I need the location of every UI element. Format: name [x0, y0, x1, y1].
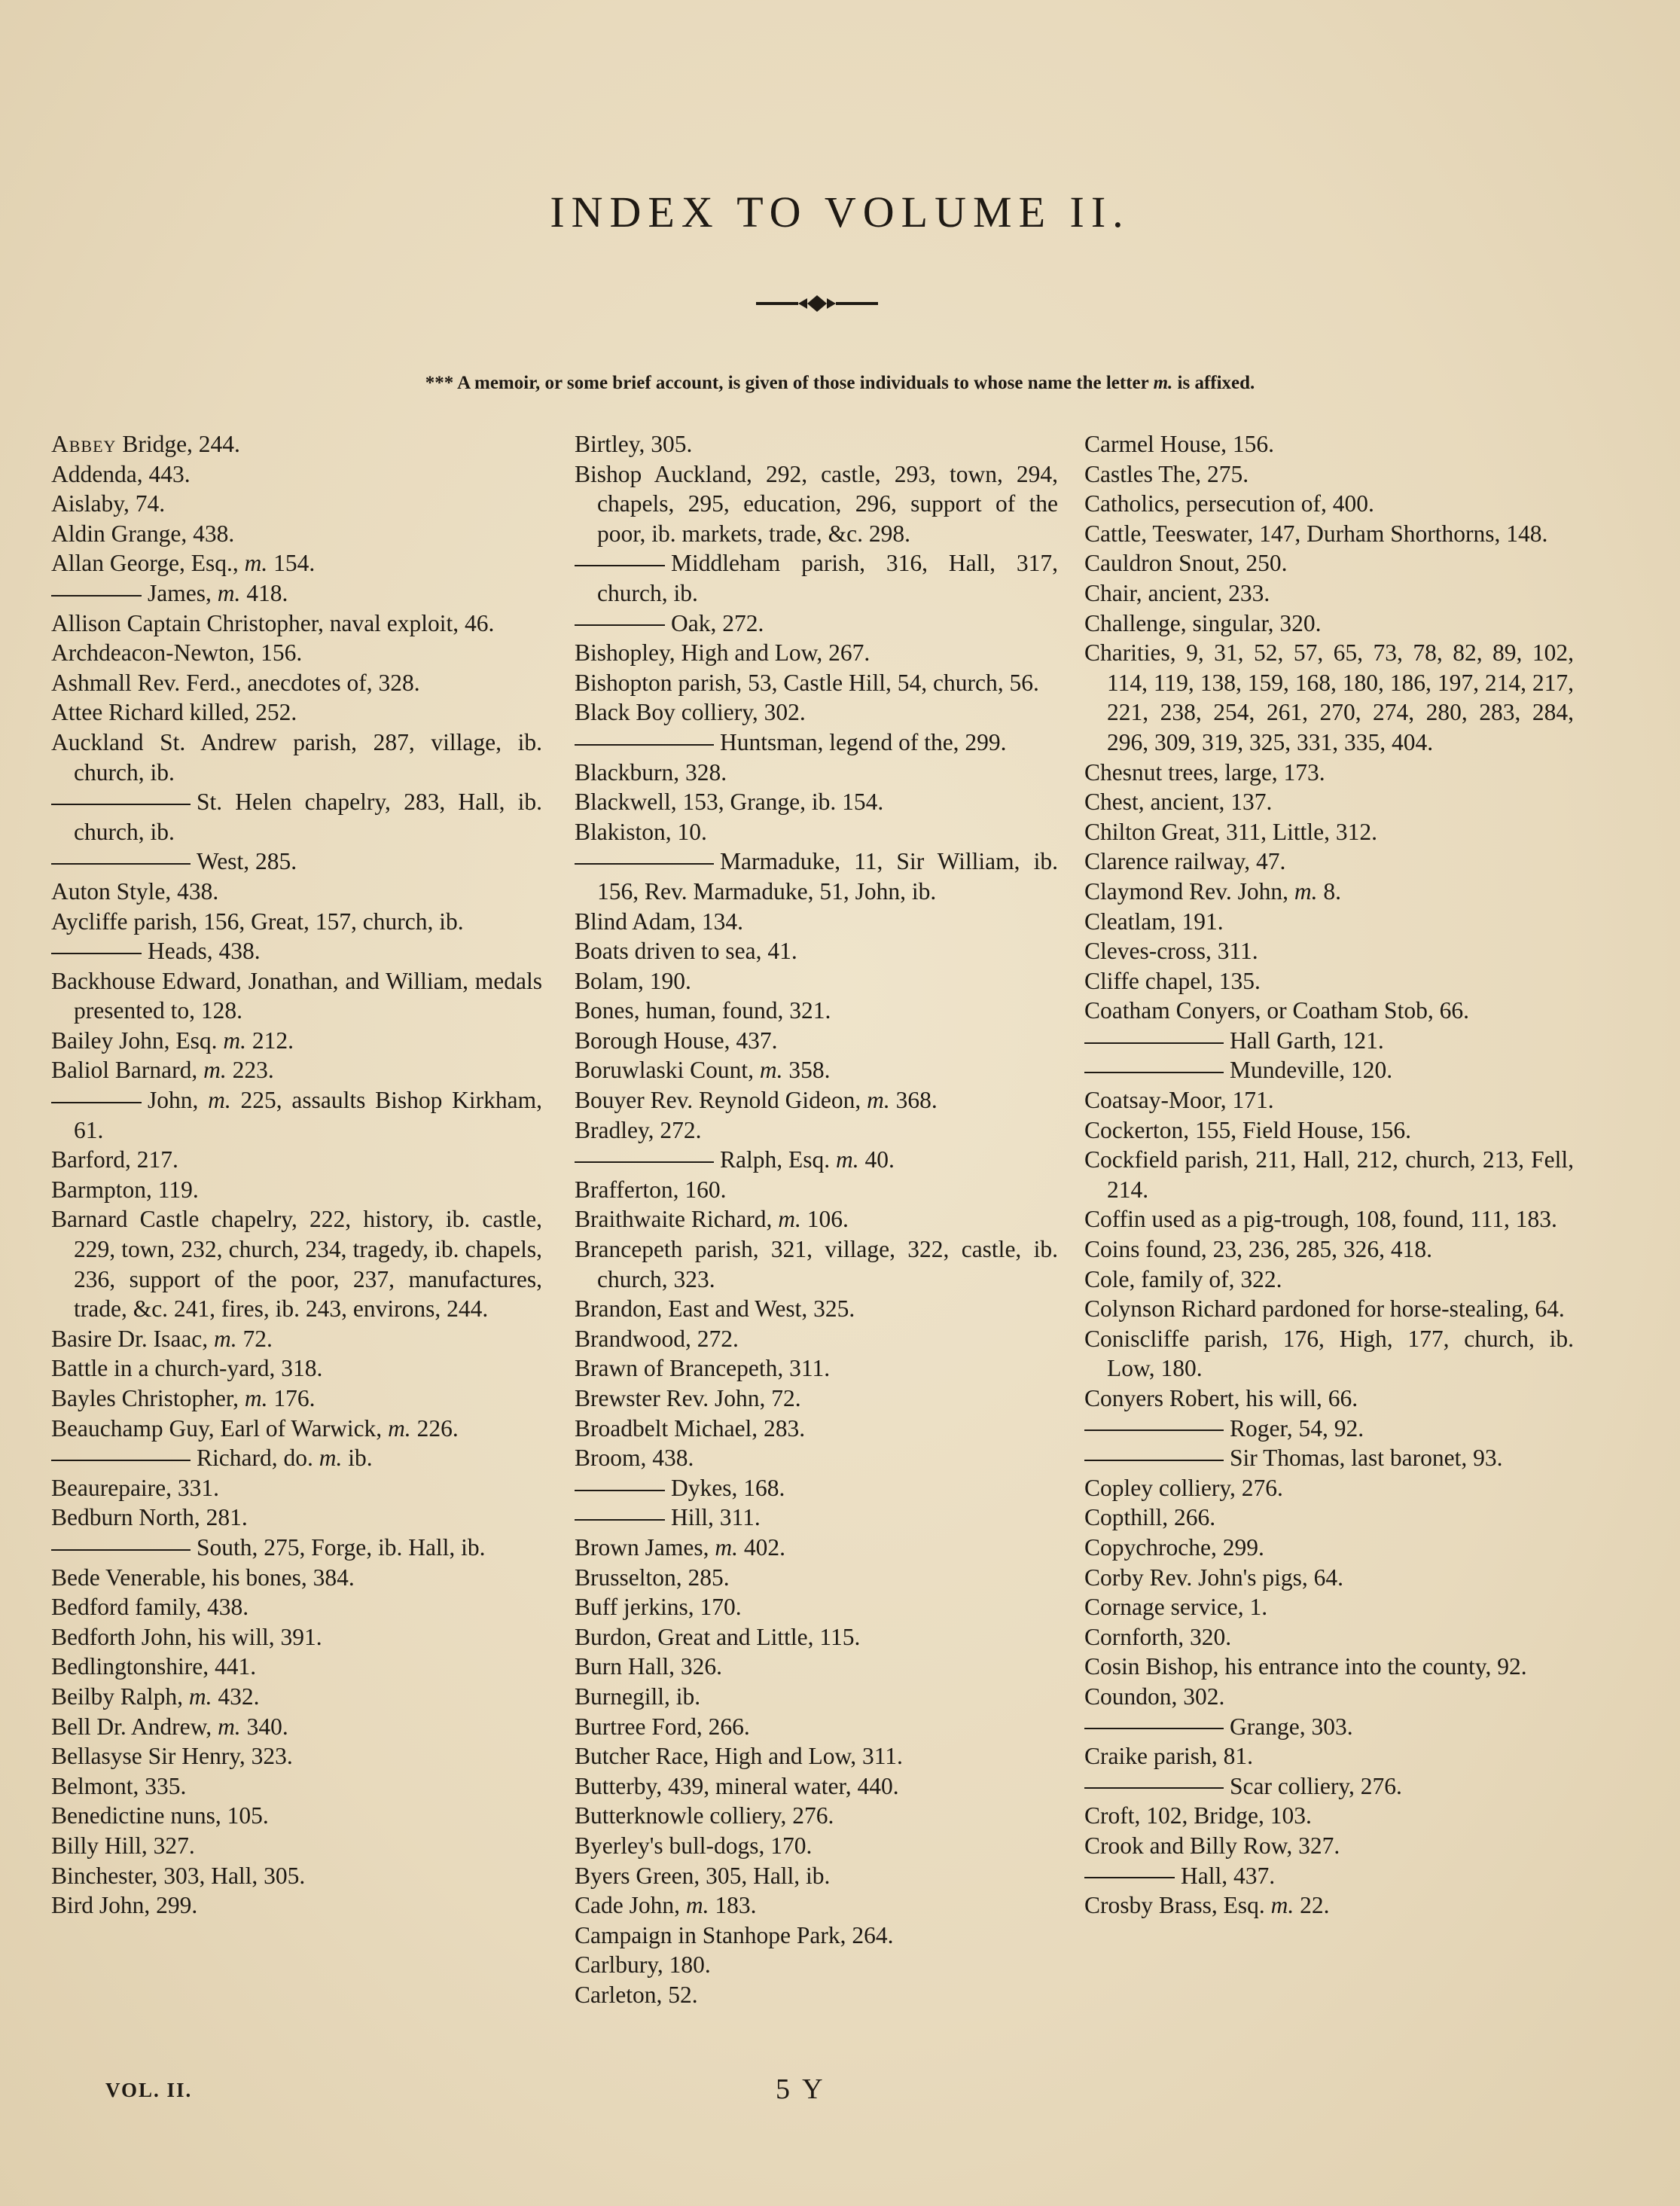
index-entry: Scar colliery, 276.: [1084, 1771, 1574, 1802]
index-entry: Chair, ancient, 233.: [1084, 579, 1270, 606]
index-entry: Cliffe chapel, 135.: [1084, 967, 1261, 994]
index-entry: Carmel House, 156.: [1084, 431, 1274, 457]
index-entry: Belmont, 335.: [51, 1772, 187, 1799]
index-entry: Crook and Billy Row, 327.: [1084, 1832, 1340, 1859]
index-entry: Beilby Ralph, m. 432.: [51, 1683, 260, 1710]
index-entry: Braithwaite Richard, m. 106.: [575, 1206, 849, 1233]
index-entry: Aislaby, 74.: [51, 490, 166, 517]
index-column-2: [575, 429, 1058, 2009]
index-entry: Black Boy colliery, 302.: [575, 699, 806, 726]
index-entry: Battle in a church-yard, 318.: [51, 1355, 323, 1382]
index-entry: Huntsman, legend of the, 299.: [575, 728, 1058, 758]
index-entry: Brawn of Brancepeth, 311.: [575, 1355, 831, 1382]
index-entry: Bellasyse Sir Henry, 323.: [51, 1743, 293, 1770]
index-entry: Carleton, 52.: [575, 1981, 698, 2008]
ditto-dash: [575, 744, 714, 746]
index-entry: Byers Green, 305, Hall, ib.: [575, 1862, 831, 1889]
index-entry: Brewster Rev. John, 72.: [575, 1385, 801, 1411]
index-entry: Crosby Brass, Esq. m. 22.: [1084, 1892, 1330, 1919]
index-entry: Catholics, persecution of, 400.: [1084, 490, 1374, 517]
index-entry: Coundon, 302.: [1084, 1683, 1225, 1710]
index-entry: Barnard Castle chapelry, 222, history, ib. castle, 229, town, 232, church, 234, tragedy, ib. chapels, 236, support of the poor, 237, manufactures, trade, &c. 241, fires, ib. 243, environs, 244.: [51, 1206, 542, 1323]
index-entry: Copley colliery, 276.: [1084, 1474, 1283, 1501]
index-entry: Blakiston, 10.: [575, 818, 707, 845]
index-entry: Cole, family of, 322.: [1084, 1265, 1282, 1292]
ditto-dash: [51, 595, 142, 597]
index-entry: Bolam, 190.: [575, 967, 691, 994]
ditto-dash: [575, 863, 714, 865]
index-entry: Allison Captain Christopher, naval exploit, 46.: [51, 609, 495, 636]
index-entry: Craike parish, 81.: [1084, 1743, 1253, 1770]
index-entry: Mundeville, 120.: [1084, 1055, 1574, 1085]
index-entry: Conyers Robert, his will, 66.: [1084, 1385, 1358, 1411]
index-entry: Brancepeth parish, 321, village, 322, castle, ib. church, 323.: [575, 1236, 1058, 1292]
index-entry: South, 275, Forge, ib. Hall, ib.: [51, 1533, 542, 1563]
ditto-dash: [51, 1549, 191, 1551]
index-entry: Butterknowle colliery, 276.: [575, 1802, 834, 1829]
index-entry: Brandon, East and West, 325.: [575, 1295, 855, 1323]
index-entry: Hall Garth, 121.: [1084, 1026, 1574, 1056]
index-entry: Aldin Grange, 438.: [51, 520, 235, 547]
index-entry: Benedictine nuns, 105.: [51, 1802, 269, 1829]
index-entry: Marmaduke, 11, Sir William, ib. 156, Rev. Marmaduke, 51, John, ib.: [575, 847, 1058, 906]
index-entry: Heads, 438.: [51, 936, 542, 966]
ditto-dash: [1084, 1787, 1224, 1789]
ditto-dash: [1084, 1877, 1175, 1878]
ditto-dash: [1084, 1072, 1224, 1073]
memoir-note-lead: *** A memoir, or some brief account, is given of those individuals to whose name the letter: [425, 373, 1154, 393]
ditto-dash: [575, 565, 665, 566]
index-entry: Cornforth, 320.: [1084, 1623, 1232, 1650]
index-entry: Chesnut trees, large, 173.: [1084, 758, 1325, 786]
index-entry: Auton Style, 438.: [51, 877, 219, 905]
index-entry: Charities, 9, 31, 52, 57, 65, 73, 78, 82, 89, 102, 114, 119, 138, 159, 168, 180, 186, 197, 214, 217, 221, 238, 254, 261, 270, 274, 280, 283, 284, 296, 309, 319, 325, 331, 335, 404.: [1084, 639, 1574, 755]
index-entry: Butcher Race, High and Low, 311.: [575, 1743, 903, 1770]
index-entry: Cauldron Snout, 250.: [1084, 550, 1288, 577]
index-entry: Copthill, 266.: [1084, 1504, 1216, 1531]
index-entry: Brafferton, 160.: [575, 1176, 727, 1203]
index-entry: Blackburn, 328.: [575, 758, 727, 786]
index-entry: Croft, 102, Bridge, 103.: [1084, 1802, 1312, 1829]
index-entry: Cosin Bishop, his entrance into the county, 92.: [1084, 1653, 1527, 1680]
index-entry: Barford, 217.: [51, 1146, 178, 1173]
index-entry: Brown James, m. 402.: [575, 1533, 785, 1561]
index-column-1: [51, 429, 542, 1921]
index-entry: Burnegill, ib.: [575, 1683, 701, 1710]
index-entry: Cockerton, 155, Field House, 156.: [1084, 1116, 1411, 1143]
ditto-dash: [575, 624, 665, 626]
index-entry: Grange, 303.: [1084, 1712, 1574, 1742]
index-entry: Claymond Rev. John, m. 8.: [1084, 877, 1341, 905]
index-entry: Ralph, Esq. m. 40.: [575, 1145, 1058, 1175]
ditto-dash: [51, 1102, 142, 1103]
footer-volume: VOL. II.: [105, 2079, 193, 2101]
footer-signature: 5 Y: [776, 2073, 826, 2105]
memoir-note: [0, 373, 1680, 394]
index-entry: Abbey Bridge, 244.: [51, 431, 240, 457]
index-entry: Burtree Ford, 266.: [575, 1713, 750, 1740]
index-entry: Byerley's bull-dogs, 170.: [575, 1832, 813, 1859]
index-entry: Beaurepaire, 331.: [51, 1474, 220, 1501]
index-entry: Broadbelt Michael, 283.: [575, 1414, 806, 1442]
index-entry: Bedforth John, his will, 391.: [51, 1623, 322, 1650]
ditto-dash: [575, 1490, 665, 1491]
index-entry: Brusselton, 285.: [575, 1564, 730, 1591]
index-entry: John, m. 225, assaults Bishop Kirkham, 61.: [51, 1085, 542, 1145]
page-title: INDEX TO VOLUME II.: [550, 188, 1130, 236]
ditto-dash: [51, 1460, 191, 1461]
index-entry: Bouyer Rev. Reynold Gideon, m. 368.: [575, 1087, 938, 1114]
index-entry: Cleves-cross, 311.: [1084, 938, 1258, 965]
index-entry: Cade John, m. 183.: [575, 1892, 757, 1919]
index-entry: Butterby, 439, mineral water, 440.: [575, 1772, 899, 1799]
index-entry: Broom, 438.: [575, 1445, 694, 1472]
ditto-dash: [575, 1161, 714, 1163]
index-entry: Bayles Christopher, m. 176.: [51, 1385, 316, 1411]
index-entry: West, 285.: [51, 847, 542, 877]
index-entry: Blind Adam, 134.: [575, 908, 744, 935]
ditto-dash: [1084, 1042, 1224, 1044]
index-entry: Borough House, 437.: [575, 1027, 778, 1054]
index-entry: Bishopton parish, 53, Castle Hill, 54, church, 56.: [575, 669, 1039, 696]
index-entry: Coatham Conyers, or Coatham Stob, 66.: [1084, 997, 1469, 1024]
index-entry: Archdeacon-Newton, 156.: [51, 639, 303, 667]
index-column-3: [1084, 429, 1574, 1921]
index-entry: Boats driven to sea, 41.: [575, 938, 797, 965]
index-entry: Bedlingtonshire, 441.: [51, 1653, 257, 1680]
index-entry: Barmpton, 119.: [51, 1176, 199, 1203]
ornament-divider-icon: [753, 292, 881, 315]
index-entry: Burn Hall, 326.: [575, 1653, 722, 1680]
index-entry: Sir Thomas, last baronet, 93.: [1084, 1443, 1574, 1473]
index-entry: Coins found, 23, 236, 285, 326, 418.: [1084, 1236, 1433, 1263]
index-entry: Roger, 54, 92.: [1084, 1414, 1574, 1444]
index-entry: Chilton Great, 311, Little, 312.: [1084, 818, 1378, 845]
index-entry: Auckland St. Andrew parish, 287, village, ib. church, ib.: [51, 728, 542, 786]
index-entry: Middleham parish, 316, Hall, 317, church, ib.: [575, 548, 1058, 608]
index-entry: Oak, 272.: [575, 609, 1058, 639]
index-entry: Colynson Richard pardoned for horse-stealing, 64.: [1084, 1295, 1565, 1323]
index-entry: Blackwell, 153, Grange, ib. 154.: [575, 789, 884, 816]
index-entry: Campaign in Stanhope Park, 264.: [575, 1921, 894, 1948]
index-entry: Clarence railway, 47.: [1084, 848, 1286, 875]
index-entry: Bradley, 272.: [575, 1116, 702, 1143]
index-entry: Birtley, 305.: [575, 431, 693, 457]
ditto-dash: [1084, 1460, 1224, 1461]
index-entry: Bishop Auckland, 292, castle, 293, town, 294, chapels, 295, education, 296, support of the poor, ib. markets, trade, &c. 298.: [575, 460, 1058, 547]
index-entry: Basire Dr. Isaac, m. 72.: [51, 1325, 273, 1352]
index-entry: Ashmall Rev. Ferd., anecdotes of, 328.: [51, 669, 420, 696]
index-entry: Bedburn North, 281.: [51, 1504, 248, 1531]
index-entry: Bell Dr. Andrew, m. 340.: [51, 1713, 288, 1740]
index-entry: Addenda, 443.: [51, 460, 191, 487]
index-entry: Coatsay-Moor, 171.: [1084, 1087, 1274, 1114]
index-entry: Coffin used as a pig-trough, 108, found, 111, 183.: [1084, 1206, 1557, 1233]
memoir-note-tail: is affixed.: [1172, 373, 1255, 393]
index-entry: Backhouse Edward, Jonathan, and William, medals presented to, 128.: [51, 967, 542, 1024]
index-entry: James, m. 418.: [51, 578, 542, 609]
ditto-dash: [1084, 1429, 1224, 1431]
ditto-dash: [51, 953, 142, 954]
index-entry: Corby Rev. John's pigs, 64.: [1084, 1564, 1344, 1591]
index-entry: Challenge, singular, 320.: [1084, 609, 1322, 636]
index-entry: Burdon, Great and Little, 115.: [575, 1623, 861, 1650]
index-entry: Bede Venerable, his bones, 384.: [51, 1564, 355, 1591]
ditto-dash: [575, 1519, 665, 1521]
index-entry: Cornage service, 1.: [1084, 1594, 1268, 1621]
ditto-dash: [1084, 1728, 1224, 1729]
ditto-dash: [51, 804, 191, 805]
index-entry: Boruwlaski Count, m. 358.: [575, 1057, 831, 1084]
index-entry: Aycliffe parish, 156, Great, 157, church, ib.: [51, 908, 464, 935]
index-entry: St. Helen chapelry, 283, Hall, ib. church, ib.: [51, 787, 542, 847]
index-entry: Bishopley, High and Low, 267.: [575, 639, 870, 667]
index-entry: Hill, 311.: [575, 1503, 1058, 1533]
index-entry: Beauchamp Guy, Earl of Warwick, m. 226.: [51, 1414, 459, 1442]
ditto-dash: [51, 863, 191, 865]
index-entry: Cattle, Teeswater, 147, Durham Shorthorns, 148.: [1084, 520, 1548, 547]
index-entry: Binchester, 303, Hall, 305.: [51, 1862, 306, 1889]
index-entry: Copychroche, 299.: [1084, 1533, 1264, 1561]
index-entry: Hall, 437.: [1084, 1861, 1574, 1891]
index-entry: Bedford family, 438.: [51, 1594, 249, 1621]
index-entry: Attee Richard killed, 252.: [51, 699, 297, 726]
index-entry: Richard, do. m. ib.: [51, 1443, 542, 1473]
index-entry: Castles The, 275.: [1084, 460, 1249, 487]
index-entry: Cleatlam, 191.: [1084, 908, 1224, 935]
index-entry: Bailey John, Esq. m. 212.: [51, 1027, 294, 1054]
index-entry: Allan George, Esq., m. 154.: [51, 550, 316, 577]
index-entry: Carlbury, 180.: [575, 1951, 711, 1979]
index-entry: Billy Hill, 327.: [51, 1832, 195, 1859]
index-entry: Buff jerkins, 170.: [575, 1594, 742, 1621]
index-entry: Chest, ancient, 137.: [1084, 789, 1273, 816]
index-entry: Bones, human, found, 321.: [575, 997, 831, 1024]
index-entry: Baliol Barnard, m. 223.: [51, 1057, 274, 1084]
memoir-note-marker: m.: [1153, 373, 1173, 393]
index-entry: Cockfield parish, 211, Hall, 212, church, 213, Fell, 214.: [1084, 1146, 1574, 1203]
index-entry: Dykes, 168.: [575, 1473, 1058, 1503]
index-entry: Coniscliffe parish, 176, High, 177, church, ib. Low, 180.: [1084, 1325, 1574, 1382]
index-entry: Bird John, 299.: [51, 1892, 198, 1919]
index-entry: Brandwood, 272.: [575, 1325, 739, 1352]
